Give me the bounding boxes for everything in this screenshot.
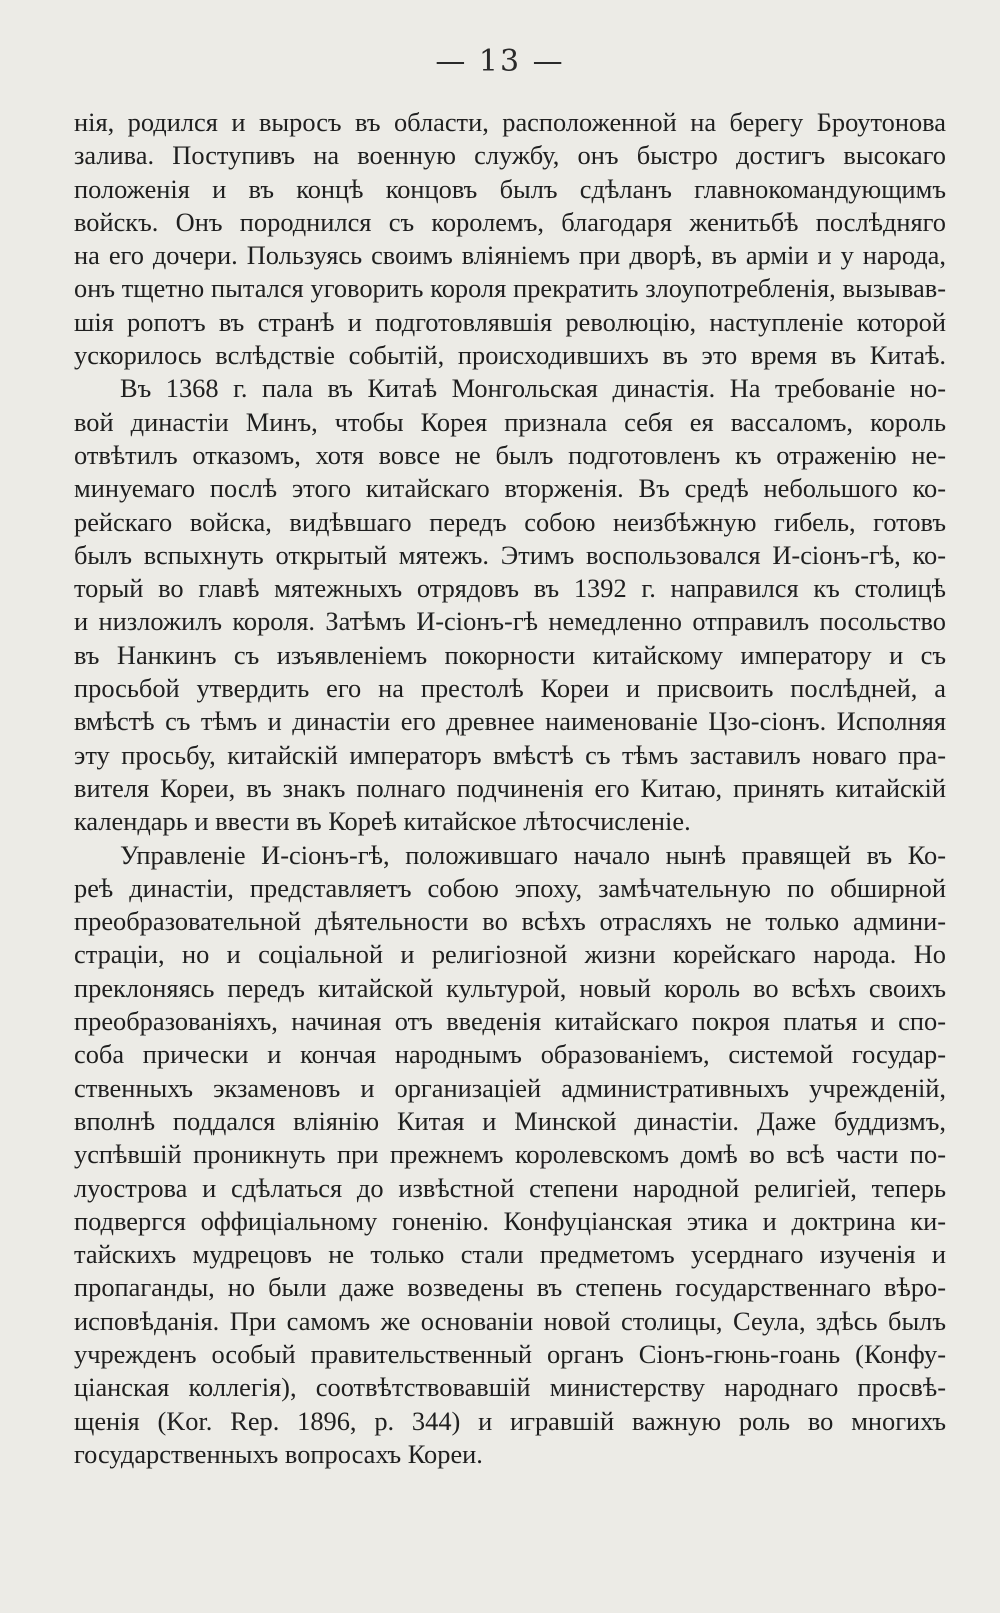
- text-line: минуемаго послѣ этого китайскаго вторженія. Въ средѣ небольшого ко-: [74, 473, 946, 504]
- text-line: учрежденъ особый правительственный органъ Сіонъ-гюнь-гоань (Конфу-: [74, 1338, 946, 1369]
- text-line: исповѣданія. При самомъ же основаніи новой столицы, Сеула, здѣсь былъ: [74, 1305, 946, 1336]
- text-line: преклоняясь передъ китайской культурой, новый король во всѣхъ своихъ: [74, 972, 946, 1003]
- text-line: шія ропотъ въ странѣ и подготовлявшія революцію, наступленіе которой: [74, 306, 946, 337]
- text-line: государственныхъ вопросахъ Кореи.: [74, 1438, 483, 1469]
- text-line: луострова и сдѣлаться до извѣстной степени народной религіей, теперь: [74, 1172, 946, 1203]
- text-line: онъ тщетно пытался уговорить короля прекратить злоупотребленія, вызывав-: [74, 273, 946, 304]
- text-line: преобразованіяхъ, начиная отъ введенія китайскаго покроя платья и спо-: [74, 1006, 946, 1037]
- text-line: положенія и въ концѣ концовъ былъ сдѣланъ главнокомандующимъ: [74, 173, 946, 204]
- body-text: [74, 106, 946, 1471]
- text-line: ственныхъ экзаменовъ и организаціей административныхъ учрежденій,: [74, 1072, 946, 1103]
- text-line: рейскаго войска, видѣвшаго передъ собою неизбѣжную гибель, готовъ: [74, 506, 946, 537]
- text-line: войскъ. Онъ породнился съ королемъ, благодаря женитьбѣ послѣдняго: [74, 206, 946, 237]
- text-line: соба прически и кончая народнымъ образованіемъ, системой государ-: [74, 1039, 946, 1070]
- text-line: преобразовательной дѣятельности во всѣхъ отрасляхъ не только админи-: [74, 906, 946, 937]
- text-line: реѣ династіи, представляетъ собою эпоху, замѣчательную по обширной: [74, 872, 946, 903]
- text-line: пропаганды, но были даже возведены въ степень государственнаго вѣро-: [74, 1272, 946, 1303]
- text-line: въ Нанкинъ съ изъявленіемъ покорности китайскому императору и съ: [74, 639, 946, 670]
- text-line: календарь и ввести въ Кореѣ китайское лѣтосчисленіе.: [74, 806, 691, 837]
- text-line: на его дочери. Пользуясь своимъ вліяніемъ при дворѣ, въ арміи и у народа,: [74, 240, 946, 271]
- text-line: вой династіи Минъ, чтобы Корея признала себя ея вассаломъ, король: [74, 406, 946, 437]
- text-line: отвѣтилъ отказомъ, хотя вовсе не былъ подготовленъ къ отраженію не-: [74, 439, 946, 470]
- text-line: вителя Кореи, въ знакъ полнаго подчиненія его Китаю, принять китайскій: [74, 772, 946, 803]
- paragraph: [74, 106, 946, 372]
- text-line: успѣвшій проникнуть при прежнемъ королевскомъ домѣ во всѣ части по-: [74, 1139, 946, 1170]
- text-line: Управленіе И-сіонъ-гѣ, положившаго начало нынѣ правящей въ Ко-: [120, 839, 946, 870]
- text-line: эту просьбу, китайскій императоръ вмѣстѣ съ тѣмъ заставилъ новаго пра-: [74, 739, 946, 770]
- text-line: и низложилъ короля. Затѣмъ И-сіонъ-гѣ немедленно отправилъ посольство: [74, 606, 946, 637]
- text-line: ціанская коллегія), соотвѣтствовавшій министерству народнаго просвѣ-: [74, 1372, 946, 1403]
- text-line: подвергся оффиціальному гоненію. Конфуціанская этика и доктрина ки-: [74, 1205, 946, 1236]
- text-line: щенія (Kor. Rep. 1896, p. 344) и игравшій важную роль во многихъ: [74, 1405, 946, 1436]
- paragraph: [74, 372, 946, 838]
- text-line: страціи, но и соціальной и религіозной жизни корейскаго народа. Но: [74, 939, 946, 970]
- text-line: вмѣстѣ съ тѣмъ и династіи его древнее наименованіе Цзо-сіонъ. Исполняя: [74, 706, 946, 737]
- text-line: вполнѣ поддался вліянію Китая и Минской династіи. Даже буддизмъ,: [74, 1105, 946, 1136]
- text-line: былъ вспыхнуть открытый мятежъ. Этимъ воспользовался И-сіонъ-гѣ, ко-: [74, 539, 946, 570]
- page-number: — 13 —: [435, 44, 565, 79]
- text-line: ускорилось вслѣдствіе событій, происходившихъ въ это время въ Китаѣ.: [74, 340, 946, 371]
- text-line: тайскихъ мудрецовъ не только стали предметомъ усерднаго изученія и: [74, 1239, 946, 1270]
- text-line: нія, родился и выросъ въ области, расположенной на берегу Броутонова: [74, 107, 946, 137]
- text-line: залива. Поступивъ на военную службу, онъ быстро достигъ высокаго: [74, 140, 946, 171]
- text-line: Въ 1368 г. пала въ Китаѣ Монгольская династія. На требованіе но-: [120, 373, 946, 404]
- text-line: просьбой утвердить его на престолѣ Кореи и присвоить послѣдней, а: [74, 673, 946, 704]
- text-line: торый во главѣ мятежныхъ отрядовъ въ 1392 г. направился къ столицѣ: [74, 573, 946, 604]
- paragraph: [74, 839, 946, 1472]
